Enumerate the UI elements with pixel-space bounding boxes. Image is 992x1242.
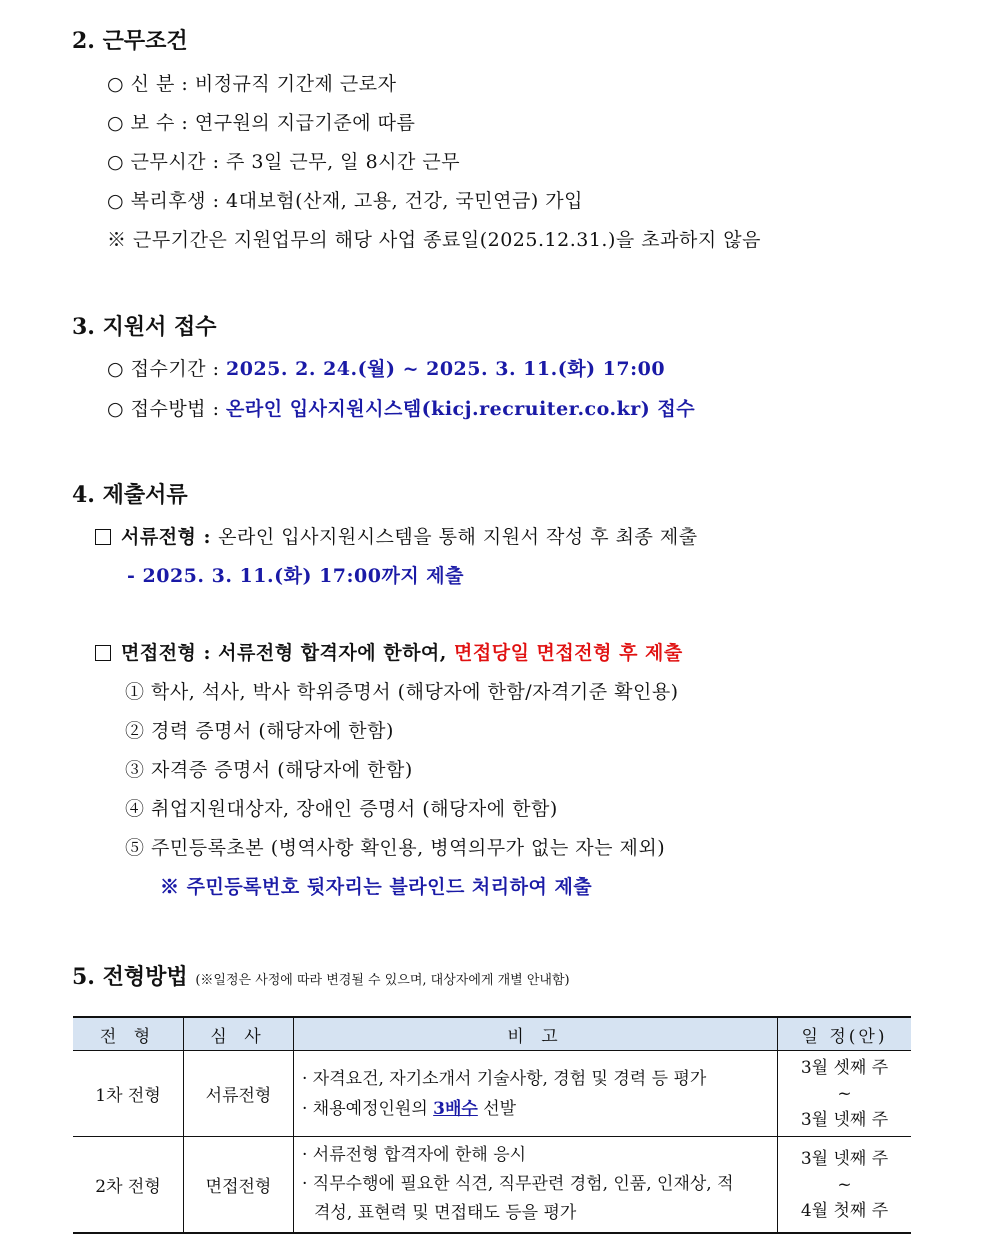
row2-date-end: 4월 첫째 주 — [800, 1200, 889, 1221]
s2-item-status: ○ 신 분 : 비정규직 기간제 근로자 — [107, 73, 397, 95]
section-3-heading: 3. 지원서 접수 — [72, 314, 217, 340]
s2-item-pay: ○ 보 수 : 연구원의 지급기준에 따름 — [107, 112, 416, 134]
row1-remark — [294, 1051, 778, 1137]
row1-date-sep: ~ — [837, 1083, 852, 1104]
s3-method — [107, 394, 695, 421]
s4-interview — [95, 638, 683, 665]
s4-list-item: ① 학사, 석사, 박사 학위증명서 (해당자에 한함/자격기준 확인용) — [125, 681, 679, 703]
s2-item-welfare: ○ 복리후생 : 4대보험(산재, 고용, 건강, 국민연금) 가입 — [107, 190, 584, 212]
row1-remark-line2 — [302, 1094, 769, 1124]
section-5-title: 5. 전형방법 — [72, 964, 188, 990]
s4-int-label: 면접전형 : 서류전형 합격자에 한하여, — [121, 642, 455, 664]
row1-remark-post: 선발 — [477, 1098, 517, 1119]
section-5-heading — [72, 960, 570, 991]
table-row — [73, 1137, 911, 1234]
row2-date-start: 3월 넷째 주 — [800, 1148, 889, 1169]
s2-item-period-note: ※ 근무기간은 지원업무의 해당 사업 종료일(2025.12.31.)을 초과하지 않음 — [107, 229, 761, 251]
s4-doc-screening — [95, 522, 698, 549]
row1-remark-pre: · 채용예정인원의 — [302, 1098, 434, 1119]
s4-doc-label: 서류전형 : — [121, 526, 219, 548]
row1-schedule — [778, 1051, 912, 1137]
row2-date-sep: ~ — [837, 1174, 852, 1195]
s2-item-hours: ○ 근무시간 : 주 3일 근무, 일 8시간 근무 — [107, 151, 461, 173]
table-header-row — [73, 1017, 911, 1051]
s3-period-label: ○ 접수기간 : — [107, 358, 227, 380]
s4-doc-deadline: - 2025. 3. 11.(화) 17:00까지 제출 — [127, 565, 464, 587]
row2-remark-line1: · 서류전형 합격자에 한해 응시 — [302, 1145, 527, 1165]
row1-date-start: 3월 셋째 주 — [800, 1057, 889, 1078]
section-2-heading: 2. 근무조건 — [72, 28, 188, 54]
checkbox-square-icon — [95, 645, 111, 661]
s4-list-item: ④ 취업지원대상자, 장애인 증명서 (해당자에 한함) — [125, 798, 558, 820]
checkbox-square-icon — [95, 529, 111, 545]
s4-list-item: ⑤ 주민등록초본 (병역사항 확인용, 병역의무가 없는 자는 제외) — [125, 837, 666, 859]
header-stage: 전 형 — [73, 1017, 184, 1051]
row1-remark-emphasis: 3배수 — [433, 1098, 478, 1119]
row1-stage: 1차 전형 — [73, 1051, 184, 1137]
row2-schedule — [778, 1137, 912, 1234]
s4-int-red: 면접당일 면접전형 후 제출 — [454, 642, 683, 664]
row2-remark-line2: · 직무수행에 필요한 식견, 직무관련 경험, 인품, 인재상, 적 — [302, 1174, 734, 1194]
s3-period-value: 2025. 2. 24.(월) ~ 2025. 3. 11.(화) 17:00 — [226, 358, 666, 380]
s4-doc-text: 온라인 입사지원시스템을 통해 지원서 작성 후 최종 제출 — [218, 526, 698, 548]
section-4-heading: 4. 제출서류 — [72, 482, 188, 508]
schedule-table — [73, 1016, 911, 1234]
s4-list-item: ② 경력 증명서 (해당자에 한함) — [125, 720, 394, 742]
s3-period — [107, 354, 665, 381]
row1-review: 서류전형 — [184, 1051, 294, 1137]
row2-remark — [294, 1137, 778, 1234]
s3-method-label: ○ 접수방법 : — [107, 398, 227, 420]
s4-note: ※ 주민등록번호 뒷자리는 블라인드 처리하여 제출 — [160, 876, 593, 898]
s4-list-item: ③ 자격증 증명서 (해당자에 한함) — [125, 759, 413, 781]
s3-method-value: 온라인 입사지원시스템(kicj.recruiter.co.kr) 접수 — [226, 398, 696, 420]
row1-date-end: 3월 넷째 주 — [800, 1109, 889, 1130]
header-remark: 비 고 — [294, 1017, 778, 1051]
row1-remark-line1: · 자격요건, 자기소개서 기술사항, 경험 및 경력 등 평가 — [302, 1068, 707, 1089]
table-row — [73, 1051, 911, 1137]
section-5-note: (※일정은 사정에 따라 변경될 수 있으며, 대상자에게 개별 안내함) — [195, 973, 570, 988]
row2-stage: 2차 전형 — [73, 1137, 184, 1234]
header-schedule: 일 정(안) — [778, 1017, 912, 1051]
header-review: 심 사 — [184, 1017, 294, 1051]
row2-remark-line3: 격성, 표현력 및 면접태도 등을 평가 — [314, 1203, 577, 1223]
row2-review: 면접전형 — [184, 1137, 294, 1234]
